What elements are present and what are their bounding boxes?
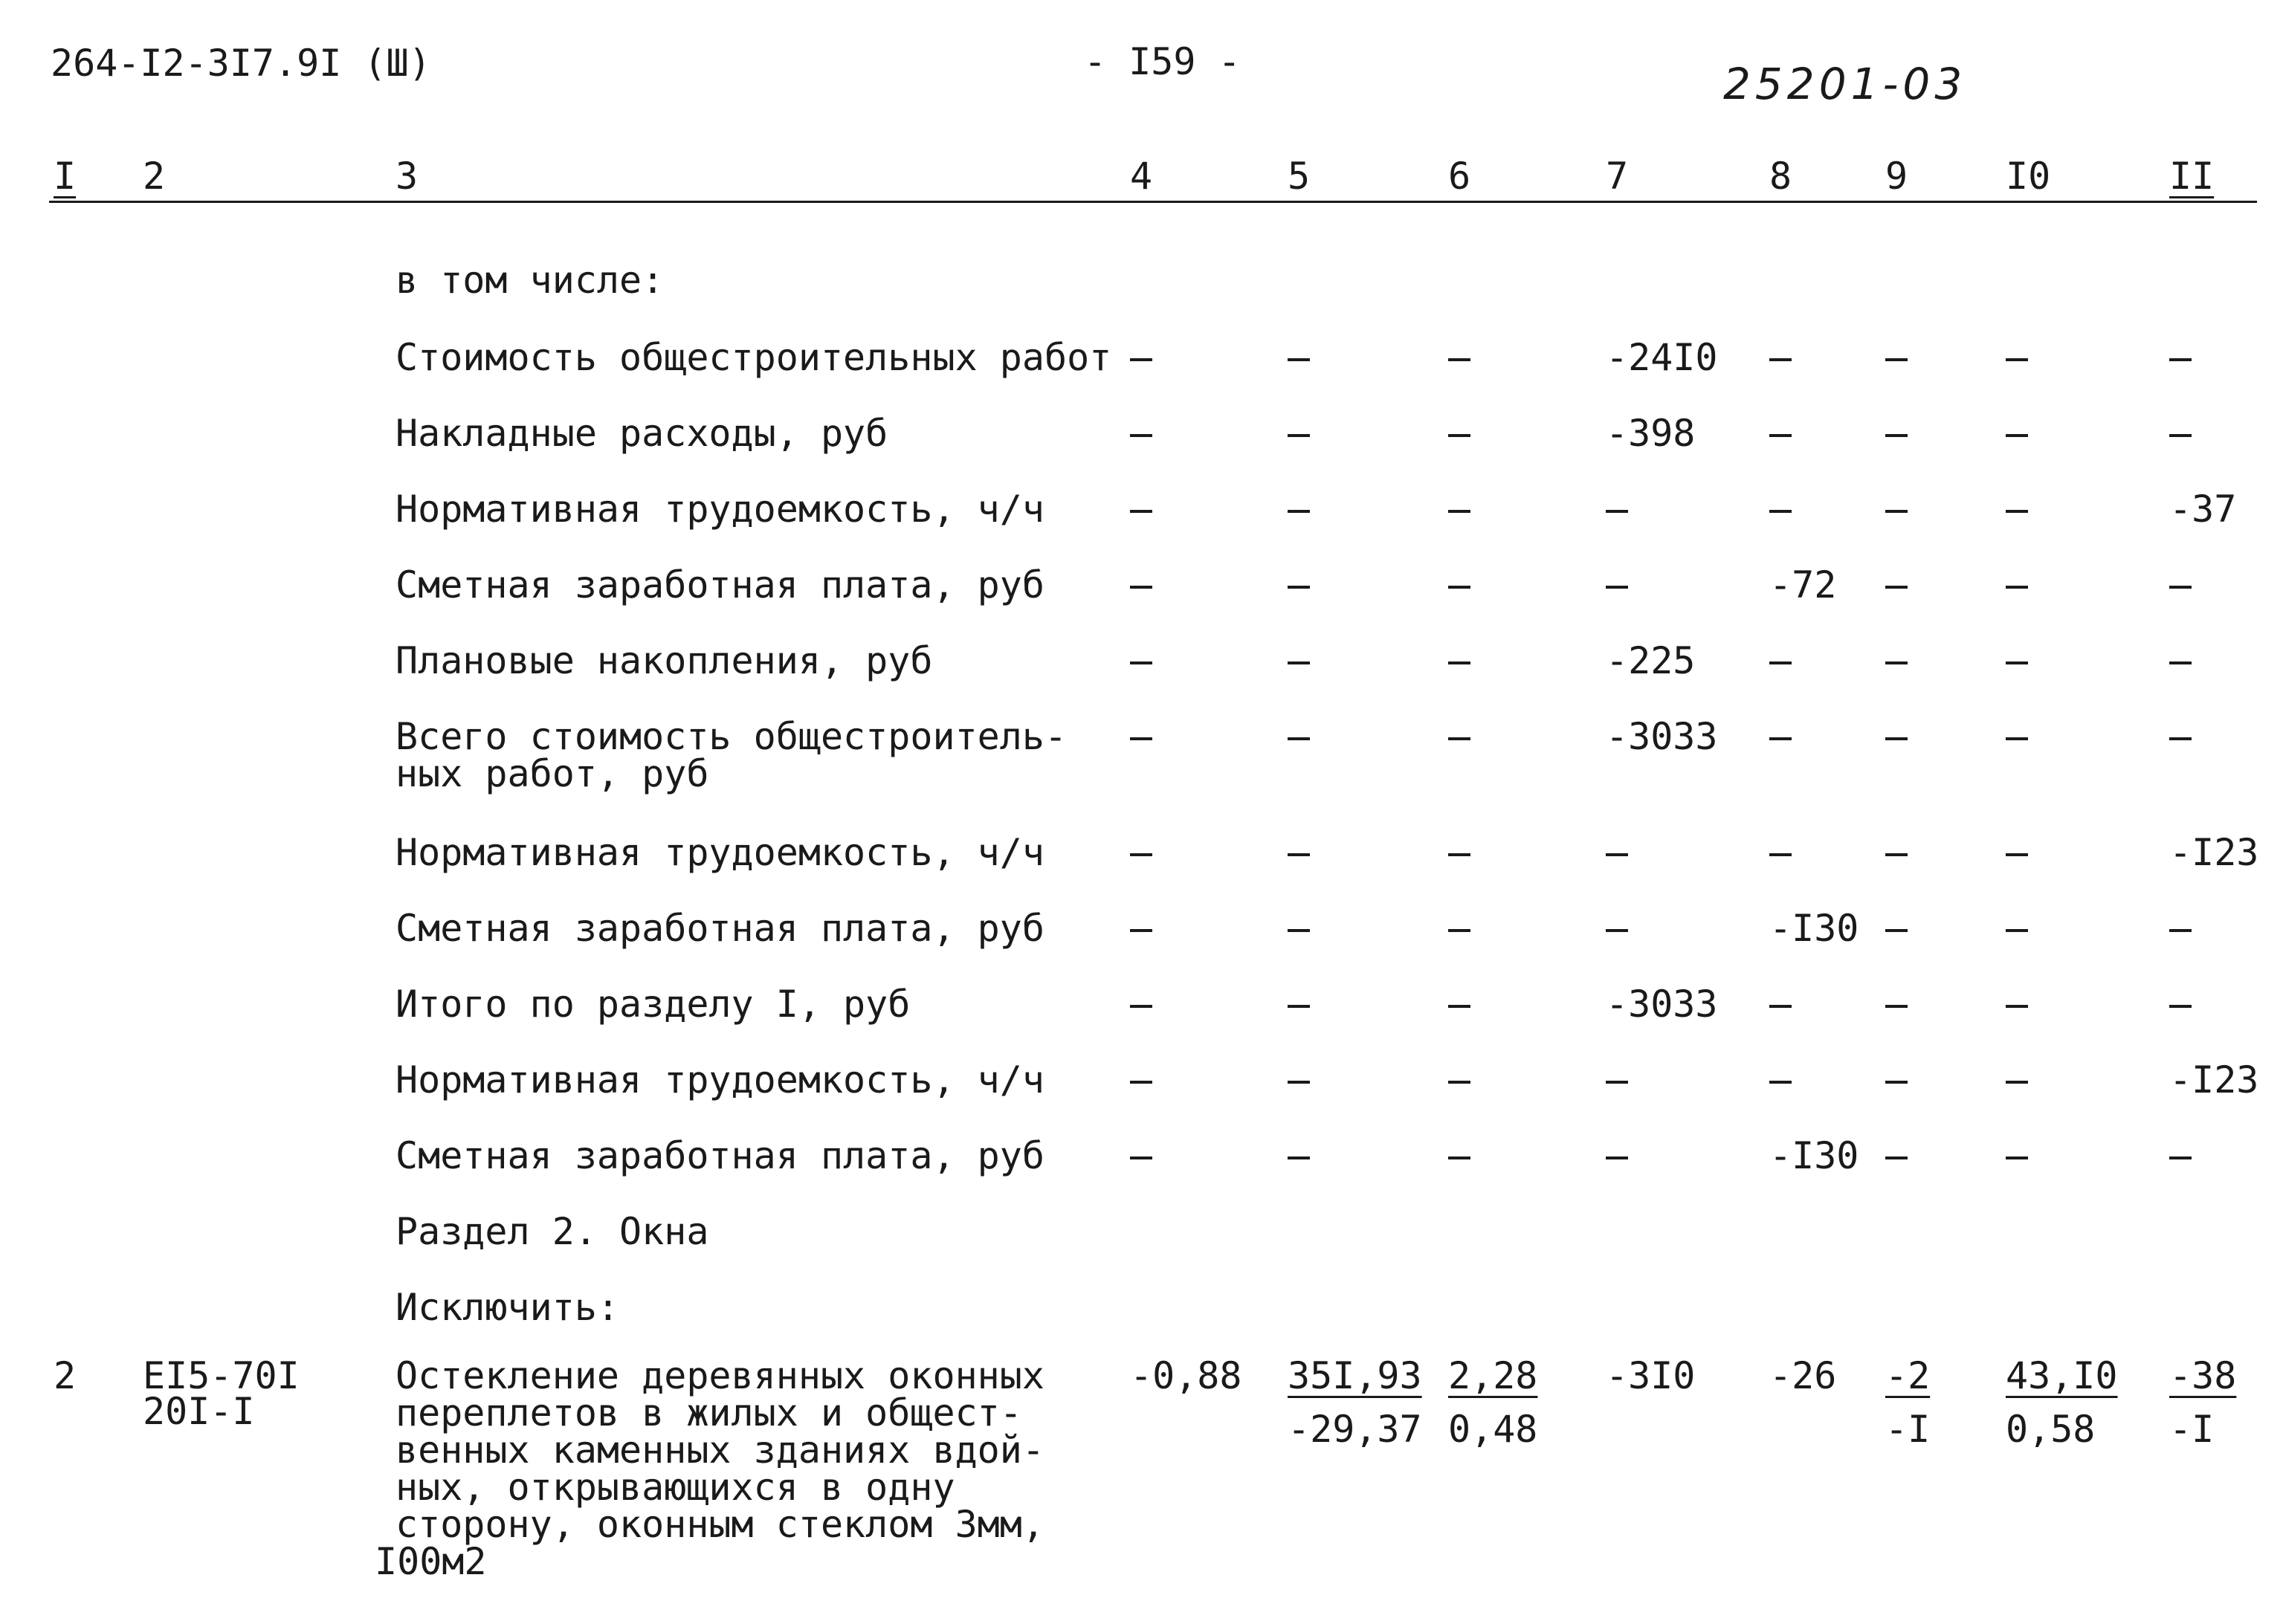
row-dash-c6 (1448, 661, 1470, 664)
row-dash-c8 (1769, 1081, 1792, 1084)
row-dash-c4 (1130, 1081, 1152, 1084)
row-label: Плановые накопления, руб (395, 639, 933, 682)
item-col8: -26 (1769, 1354, 1837, 1397)
item-col7: -3I0 (1606, 1354, 1696, 1397)
row-value-c8: -72 (1769, 563, 1837, 606)
row-dash-c10 (2006, 1081, 2028, 1084)
row-dash-c6 (1448, 358, 1470, 361)
row-label: Стоимость общестроительных работ (395, 336, 1112, 379)
page-number: - I59 - (1084, 40, 1241, 83)
row-dash-c11 (2169, 1005, 2192, 1008)
row-value-c8: -I30 (1769, 907, 1859, 950)
row-dash-c10 (2006, 929, 2028, 932)
row-dash-c11 (2169, 1156, 2192, 1159)
row-dash-c9 (1885, 510, 1908, 513)
document-code: 264-I2-3I7.9I (Ш) (51, 42, 431, 85)
item-col10-bottom: 0,58 (2006, 1408, 2096, 1451)
row-dash-c6 (1448, 853, 1470, 856)
item-col9-top: -2 (1885, 1354, 1931, 1397)
row-dash-c10 (2006, 737, 2028, 740)
row-dash-c8 (1769, 853, 1792, 856)
item-code-sub: 20I-I (143, 1390, 255, 1433)
row-dash-c5 (1288, 853, 1310, 856)
row-dash-c10 (2006, 586, 2028, 589)
column-number: II (2169, 155, 2215, 198)
item-col11-top: -38 (2169, 1354, 2237, 1397)
row-value-c7: -24I0 (1606, 336, 1718, 379)
row-dash-c8 (1769, 510, 1792, 513)
row-dash-c5 (1288, 510, 1310, 513)
row-dash-c6 (1448, 1081, 1470, 1084)
row-dash-c10 (2006, 358, 2028, 361)
row-value-c8: -I30 (1769, 1134, 1859, 1177)
row-dash-c11 (2169, 586, 2192, 589)
row-dash-c7 (1606, 929, 1628, 932)
column-number: 7 (1606, 155, 1629, 198)
row-dash-c6 (1448, 929, 1470, 932)
row-dash-c5 (1288, 1005, 1310, 1008)
row-dash-c4 (1130, 510, 1152, 513)
row-dash-c7 (1606, 510, 1628, 513)
row-dash-c6 (1448, 434, 1470, 437)
item-col10-top: 43,I0 (2006, 1354, 2118, 1397)
row-dash-c7 (1606, 1156, 1628, 1159)
row-dash-c5 (1288, 661, 1310, 664)
item-col6-top: 2,28 (1448, 1354, 1538, 1397)
row-dash-c7 (1606, 586, 1628, 589)
row-dash-c10 (2006, 853, 2028, 856)
row-dash-c5 (1288, 1081, 1310, 1084)
row-dash-c9 (1885, 1005, 1908, 1008)
row-dash-c8 (1769, 1005, 1792, 1008)
item-code: EI5-70I (143, 1354, 300, 1397)
row-dash-c11 (2169, 661, 2192, 664)
item-col6-bottom: 0,48 (1448, 1408, 1538, 1451)
row-label: Раздел 2. Окна (395, 1210, 709, 1253)
row-dash-c11 (2169, 737, 2192, 740)
row-label: Накладные расходы, руб (395, 412, 888, 455)
row-dash-c11 (2169, 929, 2192, 932)
row-label: в том числе: (395, 259, 665, 302)
row-dash-c9 (1885, 1081, 1908, 1084)
column-number: 3 (395, 155, 419, 198)
column-number: 8 (1769, 155, 1792, 198)
column-number: I0 (2006, 155, 2051, 198)
row-dash-c10 (2006, 434, 2028, 437)
row-dash-c4 (1130, 661, 1152, 664)
row-dash-c9 (1885, 661, 1908, 664)
row-label: Итого по разделу I, руб (395, 983, 911, 1026)
row-dash-c5 (1288, 929, 1310, 932)
row-dash-c10 (2006, 661, 2028, 664)
row-dash-c9 (1885, 737, 1908, 740)
row-label: Сметная заработная плата, руб (395, 907, 1044, 950)
row-label: Всего стоимость общестроитель- ных работ, руб (395, 715, 1068, 795)
row-dash-c9 (1885, 1156, 1908, 1159)
row-dash-c8 (1769, 661, 1792, 664)
column-number: I (54, 155, 77, 198)
row-label: Нормативная трудоемкость, ч/ч (395, 1058, 1044, 1101)
row-dash-c7 (1606, 853, 1628, 856)
row-dash-c4 (1130, 586, 1152, 589)
row-dash-c4 (1130, 1156, 1152, 1159)
row-value-c7: -3033 (1606, 715, 1718, 758)
row-dash-c8 (1769, 434, 1792, 437)
row-label: Исключить: (395, 1286, 620, 1329)
row-dash-c4 (1130, 929, 1152, 932)
handwritten-stamp-number: 25201-03 (1723, 59, 1967, 109)
row-value-c7: -3033 (1606, 983, 1718, 1026)
column-number: 2 (143, 155, 166, 198)
row-dash-c5 (1288, 434, 1310, 437)
item-number: 2 (54, 1354, 77, 1397)
item-unit: I00м2 (375, 1540, 487, 1583)
item-description: Остекление деревянных оконных переплетов в жилых и общест- венных каменных зданиях вдой- ных, открывающихся в одну сторону, оконным стеклом 3мм, (395, 1354, 1044, 1546)
row-dash-c4 (1130, 737, 1152, 740)
item-col9-bottom: -I (1885, 1408, 1931, 1451)
row-value-c7: -398 (1606, 412, 1696, 455)
row-dash-c8 (1769, 737, 1792, 740)
row-dash-c9 (1885, 929, 1908, 932)
column-number: 9 (1885, 155, 1908, 198)
row-label: Сметная заработная плата, руб (395, 563, 1044, 606)
row-value-c11: -I23 (2169, 831, 2259, 874)
row-dash-c5 (1288, 1156, 1310, 1159)
row-dash-c9 (1885, 586, 1908, 589)
row-dash-c9 (1885, 358, 1908, 361)
column-number: 4 (1130, 155, 1153, 198)
row-dash-c5 (1288, 586, 1310, 589)
row-dash-c6 (1448, 1156, 1470, 1159)
row-label: Сметная заработная плата, руб (395, 1134, 1044, 1177)
item-col5-bottom: -29,37 (1288, 1408, 1422, 1451)
item-col11-bottom: -I (2169, 1408, 2215, 1451)
row-dash-c4 (1130, 853, 1152, 856)
row-dash-c4 (1130, 358, 1152, 361)
column-number: 5 (1288, 155, 1311, 198)
row-dash-c4 (1130, 1005, 1152, 1008)
column-number: 6 (1448, 155, 1471, 198)
item-qty: -0,88 (1130, 1354, 1242, 1397)
row-dash-c11 (2169, 434, 2192, 437)
row-dash-c5 (1288, 737, 1310, 740)
row-dash-c9 (1885, 853, 1908, 856)
row-dash-c6 (1448, 737, 1470, 740)
row-dash-c6 (1448, 1005, 1470, 1008)
row-dash-c6 (1448, 510, 1470, 513)
row-value-c11: -I23 (2169, 1058, 2259, 1101)
row-label: Нормативная трудоемкость, ч/ч (395, 831, 1044, 874)
row-dash-c9 (1885, 434, 1908, 437)
row-dash-c11 (2169, 358, 2192, 361)
row-dash-c4 (1130, 434, 1152, 437)
row-dash-c8 (1769, 358, 1792, 361)
row-value-c11: -37 (2169, 488, 2237, 531)
row-value-c7: -225 (1606, 639, 1696, 682)
header-rule (49, 201, 2257, 203)
row-dash-c10 (2006, 510, 2028, 513)
row-dash-c10 (2006, 1156, 2028, 1159)
row-dash-c10 (2006, 1005, 2028, 1008)
row-label: Нормативная трудоемкость, ч/ч (395, 488, 1044, 531)
row-dash-c6 (1448, 586, 1470, 589)
row-dash-c7 (1606, 1081, 1628, 1084)
item-col5-top: 35I,93 (1288, 1354, 1422, 1397)
row-dash-c5 (1288, 358, 1310, 361)
